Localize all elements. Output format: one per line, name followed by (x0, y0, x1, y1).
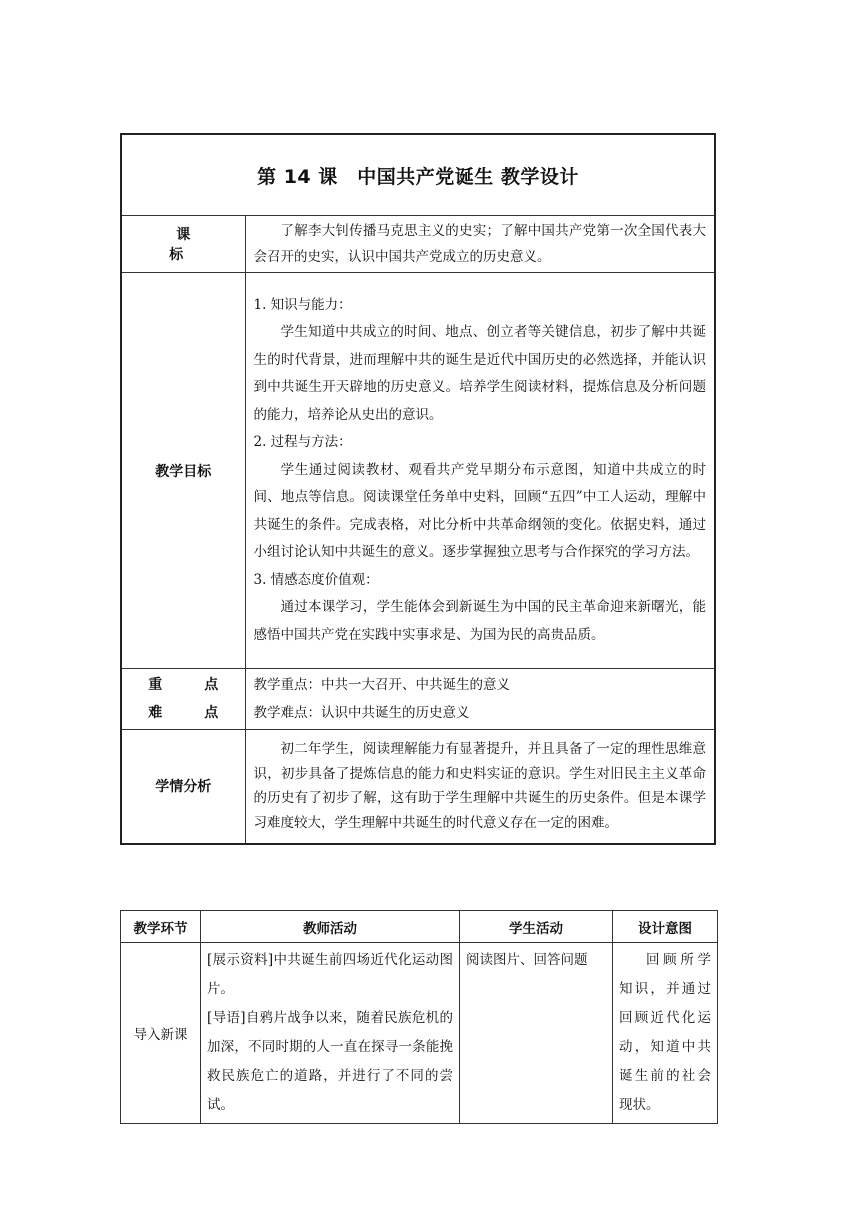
objective-paragraph-knowledge: 学生知道中共成立的时间、地点、创立者等关键信息，初步了解中共诞生的时代背景，进而理解中共的诞生是近代中国历史的必然选择，并能认识到中共诞生开天辟地的历史意义。培养学生阅读材料，提炼信息及分析问题的能力，培养论从史出的意识。 (253, 324, 706, 423)
key-difficult-content (245, 669, 715, 730)
curriculum-standard-row (121, 216, 715, 273)
teacher-activity-cell (201, 943, 460, 1124)
curriculum-standard-paragraph: 了解李大钊传播马克思主义的史实；了解中国共产党第一次全国代表大会召开的史实，认识中国共产党成立的历史意义。 (253, 223, 706, 265)
key-point-text: 教学重点：中共一大召开、中共诞生的意义 (253, 677, 510, 693)
title-row (121, 134, 715, 216)
lesson-design-table (120, 133, 716, 845)
teaching-objectives-row (121, 273, 715, 669)
learner-analysis-row (121, 730, 715, 844)
stage-cell: 导入新课 (121, 943, 201, 1124)
document-title: 第 14 课 中国共产党诞生 教学设计 (121, 134, 715, 216)
curriculum-standard-label: 课 标 (121, 216, 245, 273)
difficult-point-text: 教学难点：认识中共诞生的历史意义 (253, 705, 470, 721)
objective-heading-values: 3. 情感态度价值观： (253, 571, 379, 588)
header-design-intent: 设计意图 (613, 911, 718, 943)
key-difficult-row (121, 669, 715, 730)
teacher-activity-material: [展示资料]中共诞生前四场近代化运动图片。 (207, 952, 453, 997)
design-intent-cell (613, 943, 718, 1124)
header-teacher-activity: 教师活动 (201, 911, 460, 943)
student-activity-cell: 阅读图片、回答问题 (460, 943, 613, 1124)
header-student-activity: 学生活动 (460, 911, 613, 943)
objective-heading-knowledge: 1. 知识与能力： (253, 296, 352, 313)
teacher-activity-intro: [导语]自鸦片战争以来，随着民族危机的加深，不同时期的人一直在探寻一条能挽救民族危亡的道路，并进行了不同的尝试。 (207, 1010, 453, 1113)
objective-paragraph-process: 学生通过阅读教材、观看共产党早期分布示意图，知道中共成立的时间、地点等信息。阅读课堂任务单中史料，回顾“五四”中工人运动，理解中共诞生的条件。完成表格，对比分析中共革命纲领的变化。依据史料，通过小组讨论认知中共诞生的意义。逐步掌握独立思考与合作探究的学习方法。 (253, 461, 706, 561)
table-row (121, 943, 718, 1124)
objective-paragraph-values: 通过本课学习，学生能体会到新诞生为中国的民主革命迎来新曙光，能感悟中国共产党在实践中实事求是、为国为民的高贵品质。 (253, 599, 706, 643)
teaching-process-table (120, 910, 718, 1124)
objective-heading-process: 2. 过程与方法： (253, 434, 352, 451)
key-difficult-label (121, 669, 245, 730)
header-stage: 教学环节 (121, 911, 201, 943)
curriculum-standard-text (245, 216, 715, 273)
process-header-row (121, 911, 718, 943)
learner-analysis-content (245, 730, 715, 844)
difficult-point-label: 难 点 (148, 705, 233, 721)
learner-analysis-label: 学情分析 (121, 730, 245, 844)
learner-analysis-paragraph: 初二年学生，阅读理解能力有显著提升，并且具备了一定的理性思维意识，初步具备了提炼信息的能力和史料实证的意识。学生对旧民主主义革命的历史有了初步了解，这有助于学生理解中共诞生的历史条件。但是本课学习难度较大，学生理解中共诞生的时代意义存在一定的困难。 (253, 741, 706, 831)
key-point-label: 重 点 (148, 677, 233, 693)
teaching-objectives-label: 教学目标 (121, 273, 245, 669)
design-intent-text: 回顾所学知识，并通过回顾近代化运动，知道中共诞生前的社会现状。 (619, 952, 711, 1113)
teaching-objectives-content (245, 273, 715, 669)
